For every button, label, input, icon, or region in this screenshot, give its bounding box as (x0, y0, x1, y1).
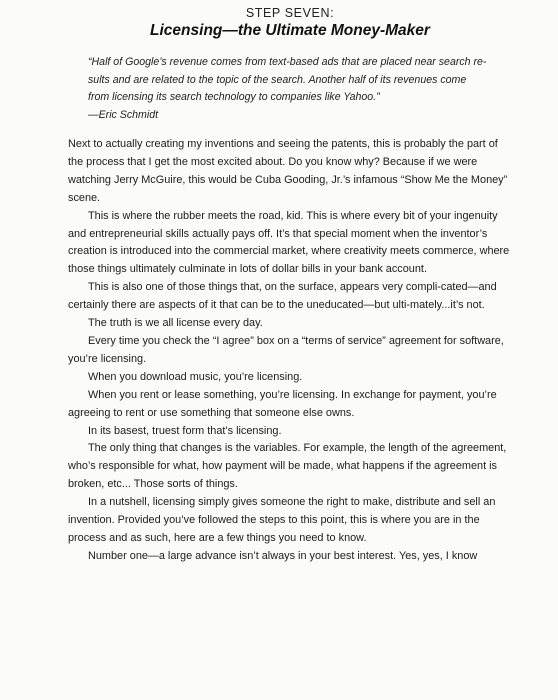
paragraph: The truth is we all license every day. (88, 317, 263, 330)
epigraph-line: sults and are related to the topic of the search. Another half of its revenues come (88, 73, 467, 86)
epigraph-attribution: —Eric Schmidt (88, 108, 159, 121)
epigraph (88, 54, 512, 124)
paragraph: Number one—a large advance isn’t always in your best interest. Yes, yes, I know (88, 549, 478, 562)
paragraph: This is where the rubber meets the road, kid. This is where every bit of your ingenuity and entrepreneurial skills actually pays off. It’s that special moment when the inventor’s creation is introduced into the commercial market, where creativity meets commerce, where those things ultimately culminate in lots of dollar bills in your bank account. (68, 209, 510, 276)
paragraph: When you download music, you’re licensing. (88, 370, 303, 383)
paragraph: When you rent or lease something, you’re licensing. In exchange for payment, you’re agreeing to rent or use something that someone else owns. (68, 388, 497, 419)
paragraph: In its basest, truest form that’s licensing. (88, 424, 282, 437)
step-label: STEP SEVEN: (245, 6, 335, 20)
chapter-title: Licensing—the Ultimate Money-Maker (150, 22, 430, 39)
body-text (68, 136, 512, 566)
paragraph: Next to actually creating my inventions and seeing the patents, this is probably the part of the process that I get the most excited about. Do you know why? Because if we were watching Jerry McGuire, this would be Cuba Gooding, Jr.’s infamous “Show Me the Money” scene. (68, 138, 508, 204)
epigraph-line: from licensing its search technology to companies like Yahoo.” (88, 91, 380, 103)
paragraph: This is also one of those things that, on the surface, appears very compli-cated—and certainly there are aspects of it that can be to the uneducated—but ulti-mately...it’s not. (68, 281, 497, 312)
epigraph-line: “Half of Google’s revenue comes from text-based ads that are placed near search re- (88, 56, 487, 68)
paragraph: Every time you check the “I agree” box on a “terms of service” agreement for software, you’re licensing. (68, 334, 504, 365)
paragraph: The only thing that changes is the variables. For example, the length of the agreement, who’s responsible for what, how payment will be made, what happens if the agreement is broken, etc... Those sorts of things. (68, 442, 507, 491)
paragraph: In a nutshell, licensing simply gives someone the right to make, distribute and sell an invention. Provided you’ve followed the steps to this point, this is where you are in the process and as such, here are a few things you need to know. (68, 496, 496, 544)
